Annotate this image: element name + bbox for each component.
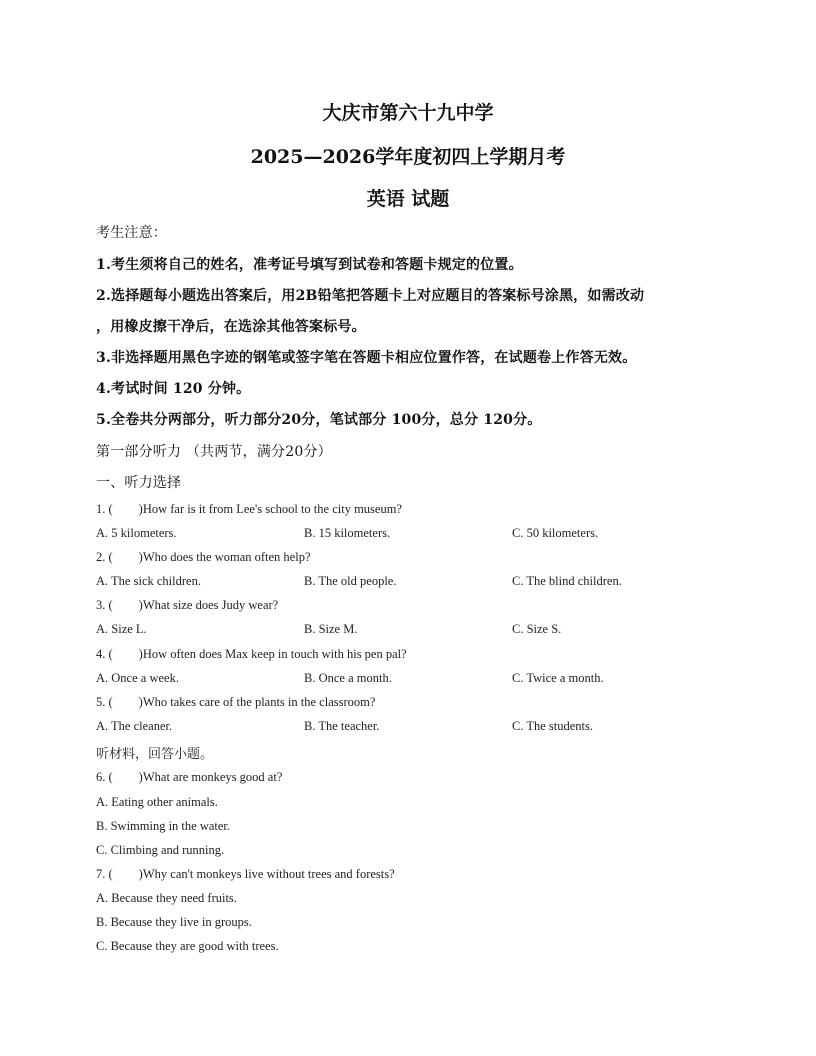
question-paren-close: ) (138, 647, 143, 661)
option-c: C. Climbing and running. (96, 843, 225, 857)
option-a: A. Size L. (96, 622, 147, 636)
question-number: 1. ( (96, 502, 113, 516)
option-b: B. Because they live in groups. (96, 915, 252, 929)
question-paren-close: ) (138, 695, 143, 709)
question-number: 2. ( (96, 550, 113, 564)
question-paren-close: ) (138, 770, 143, 784)
question-text: Who takes care of the plants in the classroom? (142, 695, 376, 709)
question-4 (96, 647, 407, 662)
part1-title: 第一部分听力 （共两节，满分20分） (96, 444, 332, 460)
school-name: 大庆市第六十九中学 (322, 102, 494, 124)
notice-item: ，用橡皮擦干净后，在选涂其他答案标号。 (96, 319, 366, 335)
question-text: What are monkeys good at? (142, 770, 283, 784)
option-c: C. The students. (512, 719, 594, 733)
option-b: B. Size M. (304, 622, 358, 636)
question-6 (96, 770, 282, 785)
question-text: Why can't monkeys live without trees and forests? (142, 867, 395, 881)
question-2 (96, 550, 311, 565)
notice-item: 3.非选择题用黑色字迹的钢笔或签字笔在答题卡相应位置作答，在试题卷上作答无效。 (96, 350, 637, 366)
option-b: B. Swimming in the water. (96, 819, 231, 833)
question-number: 5. ( (96, 695, 113, 709)
question-paren-close: ) (138, 550, 143, 564)
option-b: B. Once a month. (304, 671, 392, 685)
option-b: B. 15 kilometers. (304, 526, 391, 540)
question-7 (96, 867, 395, 882)
option-a: A. Eating other animals. (96, 795, 218, 809)
question-number: 4. ( (96, 647, 113, 661)
question-paren-close: ) (138, 867, 143, 881)
notice-item: 1.考生须将自己的姓名，准考证号填写到试卷和答题卡规定的位置。 (96, 257, 523, 273)
subject-title: 英语 试题 (366, 188, 450, 210)
option-c: C. Twice a month. (512, 671, 604, 685)
notice-item: 2.选择题每小题选出答案后，用2B铅笔把答题卡上对应题目的答案标号涂黑，如需改动 (96, 288, 645, 304)
question-paren-close: ) (138, 598, 143, 612)
listen-instruction: 听材料，回答小题。 (96, 747, 214, 762)
question-paren-close: ) (138, 502, 143, 516)
notice-heading: 考生注意： (96, 225, 167, 241)
question-text: How often does Max keep in touch with his pen pal? (142, 647, 407, 661)
question-3 (96, 598, 278, 613)
option-c: C. Size S. (512, 622, 562, 636)
option-b: B. The teacher. (304, 719, 380, 733)
option-c: C. The blind children. (512, 574, 622, 588)
question-number: 7. ( (96, 867, 113, 881)
option-a: A. The sick children. (96, 574, 201, 588)
question-number: 3. ( (96, 598, 113, 612)
notice-item: 5.全卷共分两部分，听力部分20分，笔试部分 100分，总分 120分。 (96, 412, 542, 428)
option-b: B. The old people. (304, 574, 397, 588)
option-a: A. Because they need fruits. (96, 891, 237, 905)
question-text: How far is it from Lee's school to the city museum? (142, 502, 402, 516)
option-c: C. 50 kilometers. (512, 526, 599, 540)
question-1 (96, 502, 402, 517)
notice-item: 4.考试时间 120 分钟。 (96, 381, 251, 397)
question-5 (96, 695, 375, 710)
option-a: A. 5 kilometers. (96, 526, 177, 540)
option-a: A. Once a week. (96, 671, 179, 685)
question-text: What size does Judy wear? (142, 598, 279, 612)
question-text: Who does the woman often help? (142, 550, 311, 564)
option-c: C. Because they are good with trees. (96, 939, 279, 953)
question-number: 6. ( (96, 770, 113, 784)
section-title: 一、听力选择 (96, 475, 182, 491)
exam-title: 2025—2026学年度初四上学期月考 (250, 146, 566, 168)
option-a: A. The cleaner. (96, 719, 173, 733)
